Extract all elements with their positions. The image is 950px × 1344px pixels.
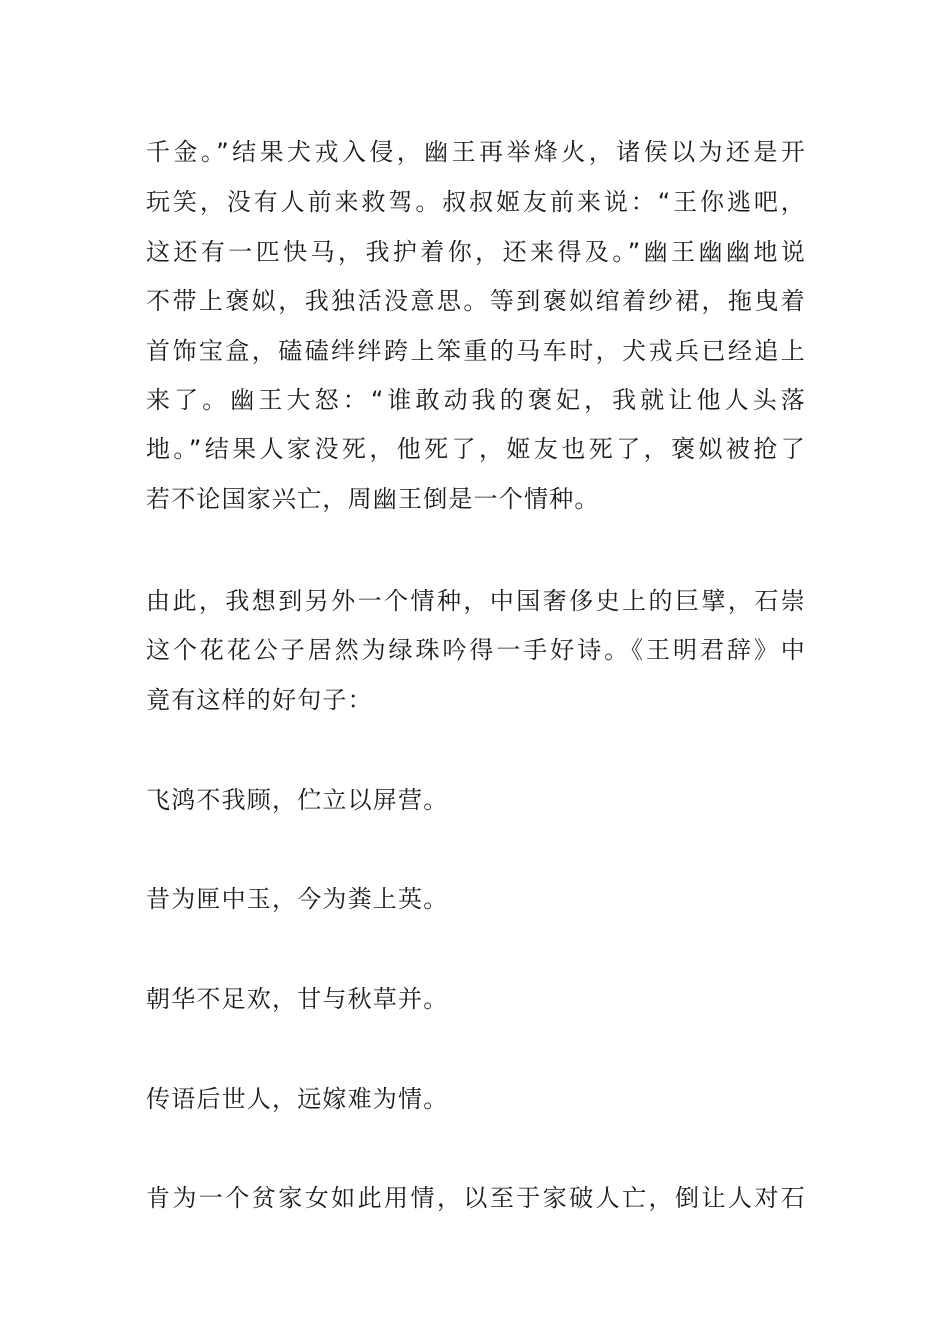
text-line: 玩笑，没有人前来救驾。叔叔姬友前来说：“王你逃吧， bbox=[146, 188, 806, 216]
text-line: 地。”结果人家没死，他死了，姬友也死了，褒姒被抢了 bbox=[146, 435, 806, 463]
text-line: 肯为一个贫家女如此用情，以至于家破人亡，倒让人对石 bbox=[146, 1184, 806, 1212]
text-line: 不带上褒姒，我独活没意思。等到褒姒绾着纱裙，拖曳着 bbox=[146, 287, 806, 315]
text-line: 来了。幽王大怒：“谁敢动我的褒妃，我就让他人头落 bbox=[146, 386, 806, 414]
text-line: 竟有这样的好句子： bbox=[146, 686, 373, 714]
text-line: 这还有一匹快马，我护着你，还来得及。”幽王幽幽地说 bbox=[146, 238, 806, 266]
text-line: 这个花花公子居然为绿珠吟得一手好诗。《王明君辞》中 bbox=[146, 636, 806, 664]
poem-line: 传语后世人，远嫁难为情。 bbox=[146, 1085, 449, 1113]
poem-line: 昔为匣中玉，今为粪上英。 bbox=[146, 885, 449, 913]
poem-line: 飞鸿不我顾，伫立以屏营。 bbox=[146, 786, 449, 814]
text-line: 由此，我想到另外一个情种，中国奢侈史上的巨擘，石崇 bbox=[146, 587, 806, 615]
text-line: 千金。”结果犬戎入侵，幽王再举烽火，诸侯以为还是开 bbox=[146, 138, 806, 166]
text-line: 若不论国家兴亡，周幽王倒是一个情种。 bbox=[146, 485, 600, 513]
text-line: 首饰宝盒，磕磕绊绊跨上笨重的马车时，犬戎兵已经追上 bbox=[146, 337, 806, 365]
poem-line: 朝华不足欢，甘与秋草并。 bbox=[146, 985, 449, 1013]
